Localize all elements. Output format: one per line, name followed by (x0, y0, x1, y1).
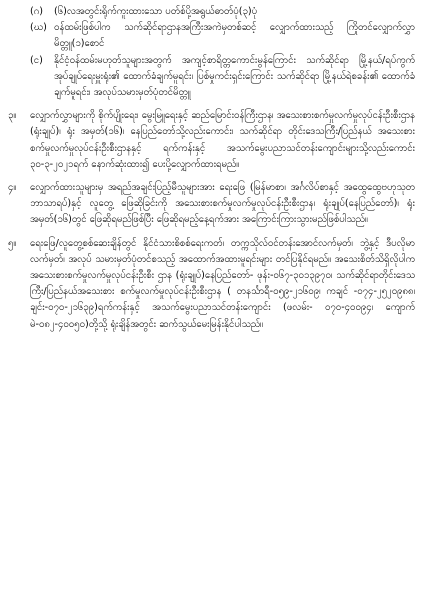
list-marker: (င) (30, 54, 43, 66)
paragraph-3 (8, 108, 415, 173)
list-item-text: နိုင်ငံ့ဝန်ထမ်းမဟုတ်သူများအတွက် အကျင့်စာရိတ္တကောင်းမွန်ကြောင်း သက်ဆိုင်ရာ မြို့နယ်/ရပ်ကွက်အုပ်ချုပ်ရေးမှူးရုံး၏ ထောက်ခံချက်မူရင်း၊ ပြစ်မှုကင်းရှင်းကြောင်း သက်ဆိုင်ရာ မြို့နယ်ရဲစခန်း၏ ထောက်ခံချက်မူရင်း၊ အလုပ်သမားမှတ်ပုံတင်မိတ္တူ (54, 54, 415, 99)
paragraph-number: ၅။ (8, 237, 17, 249)
list-marker: (ဂ) (30, 6, 43, 17)
paragraph-number: ၄။ (8, 182, 17, 194)
list-marker: (ဃ) (30, 22, 47, 34)
paragraph-5 (8, 236, 415, 333)
list-item-text: (၆)လအတွင်းရိုက်ကူးထားသော ပတ်စ်ပို့အရွယ်ဓာတ်ပုံ(၃)ပုံ (54, 6, 258, 17)
paragraph-number: ၃။ (8, 110, 17, 122)
list-item-gha (30, 20, 415, 52)
list-item-nga (30, 53, 415, 102)
paragraph-4 (8, 180, 415, 229)
paragraph-text: လျှောက်လွှာများကို စိုက်ပျိုးရေး၊ မွေးမြူရေးနှင့် ဆည်မြောင်းဝန်ကြီးဌာန၊ အသေးစားစက်မှုလက်မှုလုပ်ငန်းဦးစီးဌာန (ရုံးချုပ်)၊ ရုံး အမှတ်(၁၆)၊ နေပြည်တော်သို့လည်းကောင်း၊ သက်ဆိုင်ရာ တိုင်းဒေသကြီး/ပြည်နယ် အသေးစားစက်မှုလက်မှုလုပ်ငန်းဦးစီးဌာနနှင့် ရက်ကန်းနှင့် အသက်မွေးပညာသင်တန်းကျောင်းများသို့လည်းကောင်း ၃၀-၃-၂၀၂၁ရက် နောက်ဆုံးထား၍ ပေးပို့လျှောက်ထားရမည်။ (30, 110, 415, 170)
list-item-text: ဝန်ထမ်းဖြစ်ပါက သက်ဆိုင်ရာဌာနအကြီးအကဲမှတစ်ဆင့် လျှောက်ထားသည့် ကြိုတင်လျှောက်လွှာ မိတ္တူ(၁)စောင် (54, 22, 415, 50)
paragraph-text: ရေးဖြေ/လူတွေ့စစ်ဆေးချိန်တွင် နိုင်ငံသားစိစစ်ရေးကတ်၊ တက္ကသိုလ်ဝင်တန်းအောင်လက်မှတ်၊ ဘွဲ့နှင့် ဒီပလိုမာလက်မှတ်၊ အလုပ် သမားမှတ်ပုံတင်စသည့် အထောက်အထားမူရင်းများ တင်ပြနိုင်ရမည်။ အသေးစိတ်သိရှိလိုပါက အသေးစားစက်မှုလက်မှုလုပ်ငန်းဦးစီး ဌာန (ရုံးချုပ်)နေပြည်တော်- ဖုန်း-၀၆၇-၃၀၁၃၉၇၀၊ သက်ဆိုင်ရာတိုင်းဒေသကြီး/ပြည်နယ်အသေးစား စက်မှုလက်မှုလုပ်ငန်းဦးစီးဌာန ( တနင်္သာရီ-၀၅၉-၂၁၆၀၉၊ ကချင် -၀၇၄-၂၅၂၀၉၈၈၊ ချင်း-၀၇၀-၂၁၆၃၉)ရက်ကန်းနှင့် အသက်မွေးပညာသင်တန်းကျောင်း (ဖလမ်း- ၀၇၀-၄၀၀၉၄၊ ကျောက်မဲ-၀၈၂-၄၀၀၅၀)တို့သို့ ရုံးချိန်အတွင်း ဆက်သွယ်မေးမြန်းနိုင်ပါသည်။ (30, 237, 415, 330)
list-item-ga (30, 4, 415, 20)
paragraph-text: လျှောက်ထားသူများမှ အရည်အချင်းပြည့်မီသူများအား ရေးဖြေ (မြန်မာစာ၊ အင်္ဂလိပ်စာနှင့် အထွေထွေဗဟုသုတဘာသာရပ်)နှင့် လူတွေ့ ဖြေဆိုခြင်းကို အသေးစားစက်မှုလက်မှုလုပ်ငန်းဦးစီးဌာန၊ ရုံးချုပ်(နေပြည်တော်)၊ ရုံးအမှတ်(၁၆)တွင် ဖြေဆိုရမည်ဖြစ်ပြီး ဖြေဆိုရမည့်နေ့ရက်အား အကြောင်းကြားသွားမည်ဖြစ်ပါသည်။ (30, 182, 415, 226)
